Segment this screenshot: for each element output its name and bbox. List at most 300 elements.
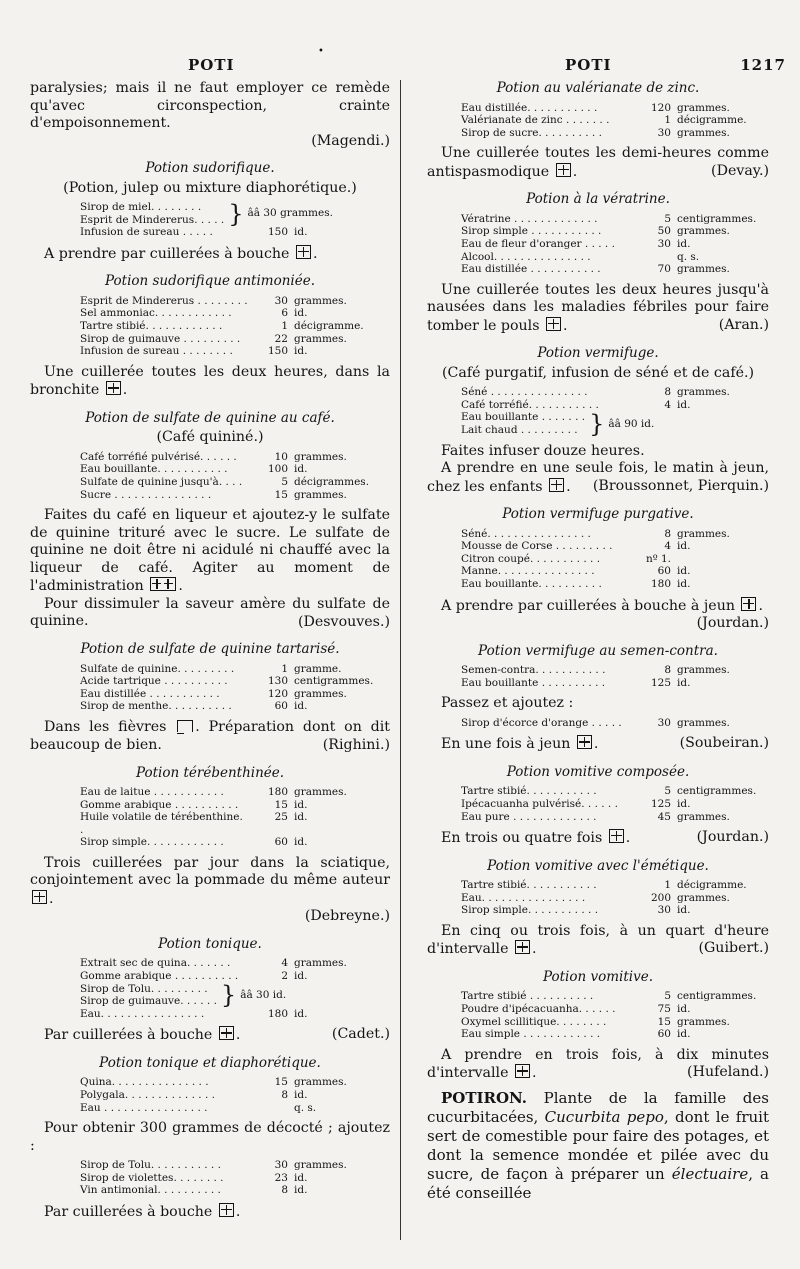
attribution: (Hufeland.) [687, 1064, 769, 1081]
ingredient: Esprit de Mindererus . . . . . . . . [80, 294, 248, 307]
ingredient: Ipécacuanha pulvérisé. . . . . . [461, 797, 618, 810]
recipe-row [461, 114, 769, 127]
column-rule [400, 80, 401, 1240]
plus-box-icon [106, 381, 121, 395]
paragraph: Une cuillerée toutes les demi-heures comme antispasmodique . (Devay.) [427, 145, 769, 180]
plus-box-icon [556, 163, 571, 177]
recipe-row [461, 225, 769, 238]
unit: gramme. [294, 662, 342, 675]
unit: grammes. [677, 527, 730, 540]
attribution: (Guibert.) [698, 940, 769, 957]
quantity: 125 [650, 797, 671, 810]
ingredient: Sulfate de quinine. . . . . . . . . [80, 662, 235, 675]
ingredient: Sirop de violettes. . . . . . . . [80, 1171, 224, 1184]
recipe-row: Café torréfié. . . . . . . . . . . 4 id. [461, 398, 691, 411]
recipe-row [80, 836, 390, 849]
ingredient: Eau de laitue . . . . . . . . . . . [80, 786, 224, 798]
quantity: 1 [281, 662, 288, 675]
quantity: 30 [657, 716, 671, 729]
quantity: 130 [267, 675, 288, 688]
quantity: 180 [650, 578, 671, 590]
recipe [427, 785, 769, 823]
ingredient: Eau simple . . . . . . . . . . . . [461, 1028, 601, 1041]
recipe [427, 990, 769, 1040]
unit: grammes. [294, 1076, 347, 1089]
unit: grammes. [294, 294, 347, 307]
ingredient: Huile volatile de térébenthine. . [80, 811, 243, 836]
recipe-row [80, 799, 390, 812]
running-head-right: POTI [565, 56, 612, 74]
recipe-row [461, 811, 769, 824]
unit: id. [677, 1003, 691, 1016]
recipe-row [80, 333, 390, 346]
recipe-row [80, 675, 390, 688]
plus-box-icon [577, 735, 592, 749]
recipe [427, 102, 769, 140]
formula-title: Potion tonique. [158, 935, 262, 952]
ingredient: Oxymel scillitique. . . . . . . . [461, 1015, 607, 1028]
unit: id. [294, 798, 308, 811]
unit: id. [294, 1184, 308, 1197]
recipe [30, 451, 390, 501]
recipe-row [80, 1076, 390, 1089]
quantity: 60 [274, 700, 288, 713]
unit: grammes. [294, 687, 347, 700]
unit: grammes. [677, 716, 730, 729]
fever-symbol-icon [177, 720, 193, 732]
unit: grammes. [677, 263, 730, 276]
recipe [427, 213, 769, 276]
recipe-row [461, 565, 769, 578]
quantity: 1 [281, 319, 288, 332]
paragraph: A prendre par cuillerées à bouche à jeun . [441, 597, 763, 614]
recipe-row [80, 1172, 390, 1185]
right-column [427, 80, 769, 1203]
plus-box-icon [296, 245, 311, 259]
ingredient: Sirop d'écorce d'orange . . . . . [461, 716, 622, 729]
ingredient: Sirop de Tolu. . . . . . . . . . . [80, 1159, 221, 1172]
recipe-row [80, 700, 390, 713]
unit: id. [677, 797, 691, 810]
paragraph: Pour obtenir 300 grammes de décocté ; ajoutez : [30, 1120, 390, 1154]
ingredient: Sirop simple. . . . . . . . . . . . [80, 836, 224, 849]
quantity: 8 [281, 1089, 288, 1102]
quantity: 1 [664, 114, 671, 127]
unit: grammes. [294, 488, 347, 501]
paragraph: En trois ou quatre fois . (Jourdan.) [441, 829, 769, 847]
recipe [30, 1159, 390, 1197]
unit: grammes. [677, 225, 730, 238]
formula-title: Potion térébenthinée. [135, 764, 285, 781]
recipe-row: Eau. . . . . . . . . . . . . . . . 180 id. [80, 1007, 308, 1020]
unit: q. s. [677, 250, 700, 263]
quantity: 8 [664, 527, 671, 540]
recipe [30, 663, 390, 713]
double-plus-box-icon [150, 577, 176, 591]
quantity: 200 [650, 891, 671, 904]
ingredient: Esprit de Mindererus. . . . . [80, 213, 225, 226]
recipe-row [80, 320, 390, 333]
ingredient: Eau de fleur d'oranger . . . . . [461, 237, 615, 250]
quantity: 5 [664, 990, 671, 1003]
ingredient: Gomme arabique . . . . . . . . . . [80, 798, 239, 811]
plus-box-icon [515, 940, 530, 954]
quantity: 180 [267, 786, 288, 798]
unit: centigrammes. [677, 990, 757, 1003]
recipe-row [461, 1028, 769, 1041]
ingredient: Mousse de Corse . . . . . . . . . [461, 540, 613, 553]
running-head-left: POTI [188, 56, 235, 74]
quantity: 8 [664, 664, 671, 677]
recipe-brace-group: Sirop de miel. . . . . . . . Esprit de Mindererus. . . . . } ââ 30 grammes. [80, 199, 333, 228]
quantity: 5 [281, 475, 288, 488]
unit: id. [677, 578, 691, 590]
recipe-row [80, 489, 390, 502]
entry-paragraph: POTIRON. Plante de la famille des cucurbitacées, Cucurbita pepo, dont le fruit sert de comestible pour faire des potages, et dont la semence mondée et pilée avec du sucre, de façon à préparer un électuaire, a été conseillée [427, 1088, 769, 1202]
paragraph: Dans les fièvres . Préparation dont on dit beaucoup de bien. [30, 719, 390, 753]
quantity: 5 [664, 785, 671, 798]
recipe-row [461, 127, 769, 140]
attribution: (Magendi.) [311, 132, 390, 149]
plus-box-icon [219, 1026, 234, 1040]
formula-title: Potion vomitive. [542, 968, 654, 985]
paragraph: Faites du café en liqueur et ajoutez-y le sulfate de quinine trituré avec le sucre. Le sulfate de quinine ne doit être ni acidulé ni chauffé avec la liqueur de café. Agiter au moment de l'administration . [30, 507, 390, 595]
unit: grammes. [294, 332, 347, 345]
ingredient: Sel ammoniac. . . . . . . . . . . . [80, 307, 232, 320]
ingredient: Poudre d'ipécacuanha. . . . . . [461, 1003, 616, 1016]
unit: id. [294, 836, 308, 849]
unit: décigramme. [294, 319, 364, 332]
quantity: 15 [274, 798, 288, 811]
quantity: 60 [274, 836, 288, 849]
plus-box-icon [549, 478, 564, 492]
recipe-row [80, 451, 390, 464]
formula-title: Potion de sulfate de quinine tartarisé. [80, 641, 340, 658]
quantity: 120 [650, 101, 671, 114]
attribution: (Soubeiran.) [679, 735, 769, 752]
ingredient: Eau bouillante. . . . . . . . . . . [80, 463, 228, 476]
quantity: 30 [657, 904, 671, 917]
unit: id. [294, 1171, 308, 1184]
recipe-row [461, 1016, 769, 1029]
quantity: 75 [657, 1003, 671, 1016]
ingredient: Eau distillée . . . . . . . . . . . [80, 687, 220, 700]
unit: id. [677, 676, 691, 689]
ingredient: Eau distillée . . . . . . . . . . . [461, 263, 601, 276]
recipe-row [461, 251, 769, 264]
quantity: 60 [657, 1028, 671, 1041]
recipe-row: Gomme arabique . . . . . . . . . . 2 id. [80, 970, 308, 983]
ingredient: Alcool. . . . . . . . . . . . . . . [461, 250, 591, 263]
recipe-row [461, 904, 769, 917]
plus-box-icon [609, 829, 624, 843]
quantity: 15 [657, 1015, 671, 1028]
quantity: 30 [274, 294, 288, 307]
ingredient: Polygala. . . . . . . . . . . . . . [80, 1089, 215, 1102]
quantity: 25 [274, 811, 288, 824]
paragraph: Pour dissimuler la saveur amère du sulfate de quinine. [30, 595, 390, 630]
unit: grammes. [677, 126, 730, 139]
ingredient: Citron coupé. . . . . . . . . . . [461, 552, 601, 565]
unit: grammes. [677, 810, 730, 823]
quantity: 22 [274, 332, 288, 345]
unit: grammes. [677, 664, 730, 677]
recipe [427, 386, 769, 439]
formula-title: Potion vermifuge. [537, 345, 659, 362]
shared-quantity: ââ 90 id. [608, 417, 655, 430]
unit: grammes. [677, 101, 730, 114]
quantity: 70 [657, 263, 671, 276]
unit: id. [294, 811, 308, 824]
ingredient: Eau distillée. . . . . . . . . . . [461, 101, 598, 114]
recipe-row [461, 879, 769, 892]
ingredient: Tartre stibié. . . . . . . . . . . . [80, 319, 223, 332]
recipe-row [80, 1184, 390, 1197]
paragraph: Faites infuser douze heures. [441, 442, 645, 459]
recipe [30, 201, 390, 239]
ingredient: Sirop de Tolu. . . . . . . . . [80, 982, 208, 995]
ingredient: Vératrine . . . . . . . . . . . . . [461, 212, 598, 225]
unit: décigramme. [677, 879, 747, 892]
unit: centigrammes. [677, 785, 757, 798]
recipe-row [80, 688, 390, 701]
ingredient: Quina. . . . . . . . . . . . . . . [80, 1076, 209, 1089]
recipe-row [461, 540, 769, 553]
ingredient: Sirop de guimauve. . . . . . [80, 995, 217, 1008]
unit: grammes. [294, 786, 347, 798]
recipe-row [80, 811, 390, 836]
recipe-row [461, 102, 769, 115]
entry-headword: POTIRON. [441, 1088, 528, 1107]
unit: décigrammes. [294, 475, 370, 488]
quantity: 100 [267, 463, 288, 476]
plus-box-icon [741, 597, 756, 611]
formula-title: Potion à la vératrine. [526, 191, 670, 208]
ingredient: Eau. . . . . . . . . . . . . . . . [461, 891, 586, 904]
recipe-row [461, 785, 769, 798]
recipe-row [461, 798, 769, 811]
ingredient: Manne. . . . . . . . . . . . . . . [461, 565, 595, 578]
paragraph: A prendre en une seule fois, le matin à jeun, chez les enfants . (Broussonnet, Pierquin.) [427, 460, 769, 495]
ingredient: Acide tartrique . . . . . . . . . . [80, 675, 228, 688]
ingredient: Tartre stibié . . . . . . . . . . [461, 990, 594, 1003]
attribution: (Aran.) [718, 316, 769, 333]
ingredient: Sirop de miel. . . . . . . . [80, 201, 202, 213]
recipe-row [461, 263, 769, 276]
formula-title: Potion au valérianate de zinc. [496, 80, 700, 96]
plus-box-icon [546, 317, 561, 331]
recipe [30, 295, 390, 358]
quantity: 15 [274, 1076, 288, 1089]
formula-title: Potion de sulfate de quinine au café. [85, 409, 335, 426]
paragraph: A prendre en trois fois, à dix minutes d'intervalle . (Hufeland.) [427, 1046, 769, 1082]
paragraph: Par cuillerées à bouche . (Cadet.) [44, 1026, 390, 1044]
quantity: 5 [664, 212, 671, 225]
unit: id. [294, 307, 308, 320]
ingredient: Infusion de sureau . . . . . . . . [80, 345, 233, 358]
attribution: (Broussonnet, Pierquin.) [592, 477, 769, 494]
quantity: 4 [664, 540, 671, 553]
left-column [30, 80, 390, 1222]
quantity: 1 [664, 879, 671, 892]
formula-title: Potion vomitive avec l'émétique. [487, 857, 709, 874]
unit: décigramme. [677, 114, 747, 127]
paragraph: Par cuillerées à bouche . [44, 1204, 241, 1220]
plus-box-icon [515, 1064, 530, 1078]
ingredient: Sirop simple. . . . . . . . . . . [461, 904, 599, 917]
quantity: 125 [650, 676, 671, 689]
quantity: 150 [267, 345, 288, 358]
recipe-row [80, 1089, 390, 1102]
recipe [30, 957, 390, 1020]
recipe-row [461, 238, 769, 251]
attribution: (Debreyne.) [304, 908, 390, 925]
formula-subtitle: (Café purgatif, infusion de séné et de café.) [441, 364, 755, 381]
unit: grammes. [677, 1015, 730, 1028]
recipe-row [461, 892, 769, 905]
unit: q. s. [294, 1101, 317, 1114]
ingredient: Sirop de guimauve . . . . . . . . . [80, 332, 241, 345]
recipe-row [80, 295, 390, 308]
unit: grammes. [294, 1159, 347, 1172]
ingredient: Sucre . . . . . . . . . . . . . . . [80, 488, 212, 501]
quantity: 120 [267, 687, 288, 700]
unit: id. [677, 237, 691, 250]
recipe-row [80, 1159, 390, 1172]
ingredient: Eau . . . . . . . . . . . . . . . . [80, 1101, 208, 1114]
plus-box-icon [219, 1203, 234, 1217]
paragraph: Une cuillerée toutes les deux heures, dans la bronchite . [30, 363, 390, 399]
recipe-row [80, 1102, 390, 1115]
paragraph: Trois cuillerées par jour dans la sciatique, conjointement avec la pommade du même auteur . [30, 854, 390, 907]
unit: id. [677, 540, 691, 553]
recipe [427, 717, 769, 730]
unit: id. [294, 700, 308, 713]
quantity: 50 [657, 225, 671, 238]
recipe [427, 879, 769, 917]
ingredient: Sulfate de quinine jusqu'à. . . . [80, 475, 243, 488]
plus-box-icon [32, 890, 47, 904]
recipe [30, 1076, 390, 1114]
attribution: (Desvouves.) [297, 613, 390, 630]
unit [677, 553, 767, 566]
ingredient: Séné. . . . . . . . . . . . . . . . [461, 527, 591, 540]
quantity: 30 [274, 1159, 288, 1172]
paragraph: En une fois à jeun . (Soubeiran.) [441, 735, 769, 753]
formula-title: Potion tonique et diaphorétique. [99, 1054, 321, 1071]
recipe-row [80, 663, 390, 676]
formula-title: Potion vermifuge au semen-contra. [478, 642, 718, 659]
ingredient: Café torréfié pulvérisé. . . . . . [80, 450, 237, 463]
recipe-row [461, 664, 769, 677]
quantity: 10 [274, 450, 288, 463]
ingredient: Sirop simple . . . . . . . . . . . [461, 225, 602, 238]
recipe [427, 664, 769, 689]
ingredient: Semen-contra. . . . . . . . . . . [461, 664, 606, 677]
ingredient: Sirop de sucre. . . . . . . . . . [461, 126, 602, 139]
unit: id. [294, 1089, 308, 1102]
page-number: 1217 [740, 56, 786, 74]
unit: id. [677, 1028, 691, 1041]
unit: centigrammes. [677, 212, 757, 225]
recipe-row [80, 345, 390, 358]
quantity: 8 [281, 1184, 288, 1197]
recipe-row [80, 307, 390, 320]
recipe-brace-group: Sirop de Tolu. . . . . . . . . Sirop de guimauve. . . . . . } ââ 30 id. [80, 981, 287, 1010]
ingredient: Vin antimonial. . . . . . . . . . [80, 1184, 221, 1197]
paragraph: Passez et ajoutez : [441, 695, 574, 712]
quantity: 15 [274, 488, 288, 501]
unit: centigrammes. [294, 675, 374, 688]
quantity: nº 1. [645, 552, 671, 565]
paragraph: A prendre par cuillerées à bouche . [44, 245, 318, 262]
header-dot: • [318, 46, 324, 57]
ingredient: Eau bouillante . . . . . . . [461, 411, 586, 424]
formula-title: Potion vomitive composée. [506, 763, 690, 780]
recipe-row: Séné . . . . . . . . . . . . . . . 8 grammes. [461, 386, 730, 399]
recipe-row [80, 476, 390, 489]
ingredient: Eau bouillante . . . . . . . . . . [461, 676, 606, 689]
attribution: (Devay.) [711, 162, 769, 179]
shared-quantity: ââ 30 id. [240, 988, 287, 1001]
attribution: (Righini.) [322, 737, 390, 753]
formula-subtitle: (Potion, julep ou mixture diaphorétique.) [63, 179, 357, 196]
attribution: (Jourdan.) [696, 829, 769, 846]
attribution: (Cadet.) [331, 1026, 390, 1043]
ingredient: Eau bouillante. . . . . . . . . . [461, 578, 602, 590]
recipe-row [461, 677, 769, 690]
ingredient: Sirop de menthe. . . . . . . . . . [80, 700, 232, 713]
recipe-row: Extrait sec de quina. . . . . . . 4 grammes. [80, 957, 347, 970]
quantity: 60 [657, 565, 671, 578]
quantity: 23 [274, 1171, 288, 1184]
formula-title: Potion vermifuge purgative. [502, 506, 694, 523]
recipe-row [461, 553, 769, 566]
ingredient: Tartre stibié. . . . . . . . . . . [461, 785, 597, 798]
quantity [631, 251, 677, 264]
recipe [427, 528, 769, 591]
ingredient: Lait chaud . . . . . . . . . [461, 424, 578, 437]
quantity: 30 [657, 126, 671, 139]
recipe-row [80, 786, 390, 799]
paragraph: En cinq ou trois fois, à un quart d'heure d'intervalle . (Guibert.) [427, 922, 769, 958]
recipe-row [80, 463, 390, 476]
quantity: 6 [281, 307, 288, 320]
recipe-row [461, 1003, 769, 1016]
recipe-row [461, 717, 769, 730]
ingredient: Valérianate de zinc . . . . . . . [461, 114, 610, 127]
recipe-row [461, 528, 769, 541]
formula-subtitle: (Café quininé.) [156, 429, 264, 446]
recipe [30, 786, 390, 849]
recipe-row: Infusion de sureau . . . . . 150 id. [80, 226, 308, 239]
shared-quantity: ââ 30 grammes. [247, 207, 333, 220]
unit: id. [294, 463, 308, 476]
unit: grammes. [294, 450, 347, 463]
recipe-row [461, 578, 769, 591]
recipe-row [461, 990, 769, 1003]
unit: id. [677, 904, 691, 917]
recipe-row [461, 213, 769, 226]
unit: id. [294, 345, 308, 358]
unit: id. [677, 565, 691, 578]
recipe-brace-group: Eau bouillante . . . . . . . Lait chaud . . . . . . . . . } ââ 90 id. [461, 410, 655, 439]
attribution: (Jourdan.) [696, 615, 769, 632]
formula-title: Potion sudorifique. [145, 160, 275, 176]
quantity: 45 [657, 810, 671, 823]
quantity [248, 1102, 294, 1115]
unit: grammes. [677, 891, 730, 904]
